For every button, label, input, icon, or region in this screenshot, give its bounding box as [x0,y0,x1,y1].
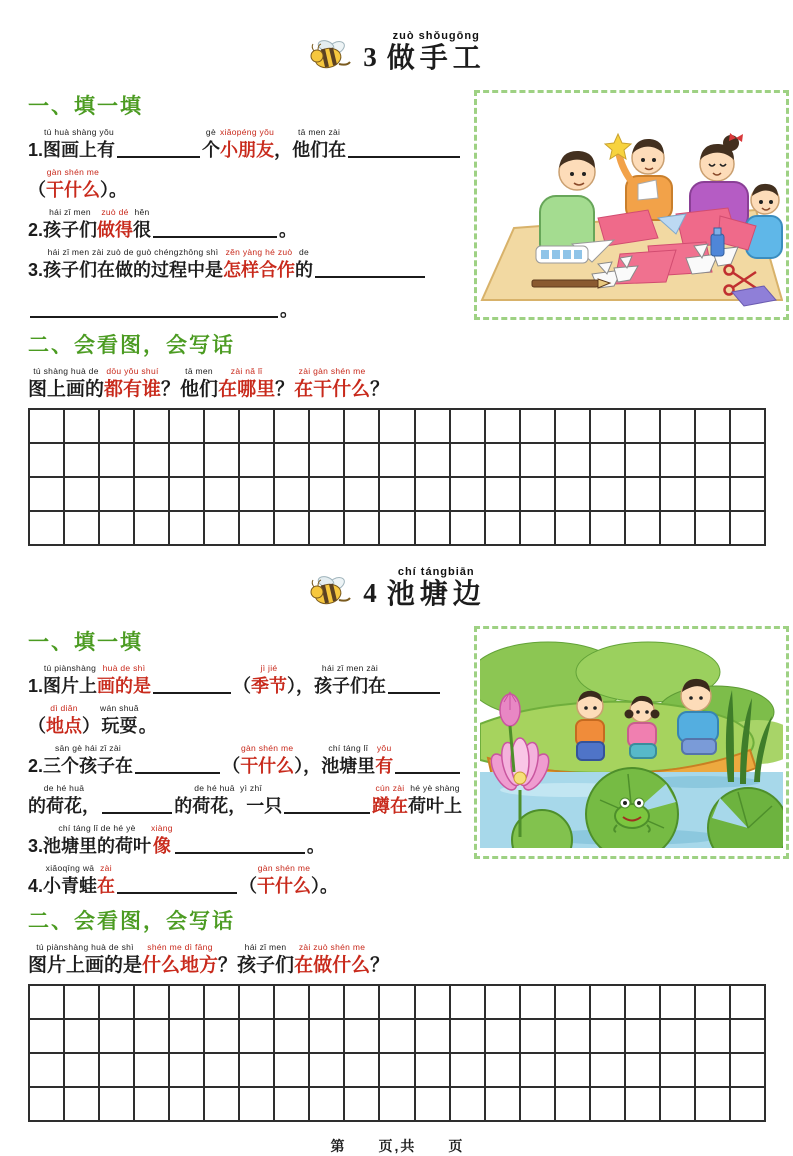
text-token: 4. [28,876,44,896]
text-token: gàn shén me 干什么 [257,863,312,896]
fill-blank [135,772,220,774]
grid-cell [520,409,555,443]
grid-cell [730,477,765,511]
text-token: zěn yàng hé zuò 怎样合作 [223,247,296,280]
grid-cell [695,1087,730,1121]
grid-cell [730,1053,765,1087]
grid-cell [274,511,309,545]
text-token: （ [239,876,258,896]
text-token: xiǎoqīng wā 小青蛙 [43,863,98,896]
grid-cell [450,1087,485,1121]
grid-cell [99,1087,134,1121]
pond-scene-image [480,632,783,848]
lesson3-questions [28,127,462,323]
grid-cell [555,477,590,511]
text-token: de hé huā yì zhī 的荷花，一只 [174,783,283,816]
fill-blank [284,812,370,814]
lesson-title-pinyin: zuò shǒugōng [392,30,480,42]
grid-cell [379,985,414,1019]
grid-cell [555,1019,590,1053]
text-token: ？ [218,955,238,976]
grid-cell [485,1053,520,1087]
grid-cell [64,1053,99,1087]
grid-cell [590,985,625,1019]
grid-cell [695,477,730,511]
grid-cell [344,409,379,443]
text-token: zài zuò shén me 在做什么 [294,942,371,976]
grid-cell [485,409,520,443]
lesson3-write-question [28,366,767,402]
bee-icon [309,572,353,608]
grid-cell [309,1019,344,1053]
grid-cell [344,477,379,511]
grid-cell [344,443,379,477]
text-token: hěn 很 [133,207,152,240]
grid-cell [625,1019,660,1053]
text-token: zài gàn shén me 在干什么 [294,366,371,400]
bee-icon [309,36,353,72]
text-token: huà de shì 画的是 [97,663,152,696]
lesson3-writing-grid [28,408,766,546]
lesson-title-text: 做手工 [386,42,486,73]
grid-cell [169,477,204,511]
grid-cell [590,511,625,545]
grid-cell [625,1053,660,1087]
grid-cell [520,443,555,477]
text-token: chí táng lǐ de hé yè 池塘里的荷叶 [43,823,152,856]
text-token: tú piànshàng 图片上 [43,663,98,696]
text-token: hái zǐ men zài zuò de guò chéngzhōng shì 孩子们在做的过程中是 [43,247,224,280]
lesson-title-pinyin: chí tángbiān [397,566,475,578]
grid-cell [695,443,730,477]
grid-cell [99,1053,134,1087]
grid-cell [450,409,485,443]
craft-scene-image [480,96,783,309]
text-token: （ [28,180,46,200]
grid-cell [134,443,169,477]
grid-cell [239,409,274,443]
grid-cell [169,1087,204,1121]
text-token: 1. [28,140,44,160]
lesson3-body [28,88,767,327]
grid-cell [485,1087,520,1121]
text-token: 3. [28,836,44,856]
grid-cell [379,477,414,511]
grid-cell [274,1087,309,1121]
lesson-number: 4 [363,578,377,608]
grid-cell [169,443,204,477]
grid-cell [730,511,765,545]
text-token: hé yè shàng 荷叶上 [408,783,462,816]
question-line [28,942,767,978]
write-section-heading: 二、会看图，会写话 [28,910,235,933]
lesson-number: 3 [363,42,377,72]
grid-cell [590,1087,625,1121]
grid-cell [555,985,590,1019]
grid-cell [485,511,520,545]
grid-cell [29,1019,64,1053]
grid-cell [204,409,239,443]
grid-cell [134,1087,169,1121]
grid-cell [309,477,344,511]
write-section-heading: 二、会看图，会写话 [28,334,235,357]
pond-image-frame [474,626,789,859]
grid-cell [590,443,625,477]
grid-cell [625,1087,660,1121]
lesson3-title [28,30,767,74]
grid-cell [204,443,239,477]
text-token: gàn shén me 干什么 [46,167,100,200]
grid-cell [520,511,555,545]
lesson4-body [28,624,767,903]
text-token: xiàng 像 [151,823,173,856]
grid-cell [344,1053,379,1087]
grid-cell [695,985,730,1019]
grid-cell [555,511,590,545]
grid-cell [730,985,765,1019]
grid-cell [64,1087,99,1121]
grid-cell [274,1053,309,1087]
grid-cell [695,1053,730,1087]
question-line [28,863,462,899]
grid-cell [99,477,134,511]
grid-cell [625,477,660,511]
grid-cell [64,477,99,511]
text-token: jì jié 季节 [251,663,288,696]
grid-cell [730,1087,765,1121]
page-footer: 第 页,共 页 [330,1138,465,1154]
grid-cell [134,985,169,1019]
text-token: gè 个 [201,127,220,160]
grid-cell [169,1019,204,1053]
grid-cell [415,443,450,477]
grid-cell [239,443,274,477]
text-token: wán shuǎ 玩耍 [100,703,139,736]
text-token: shén me dì fāng 什么地方 [142,942,219,976]
text-token: 2. [28,756,44,776]
grid-cell [485,1019,520,1053]
text-token: de 的 [295,247,314,280]
grid-cell [309,443,344,477]
grid-cell [344,985,379,1019]
grid-cell [169,985,204,1019]
grid-cell [204,477,239,511]
grid-cell [274,443,309,477]
text-token: 1. [28,676,44,696]
text-token: xiǎopéng yǒu 小朋友 [219,127,275,160]
text-token: （ [233,676,252,696]
grid-cell [695,511,730,545]
fill-blank [395,772,460,774]
grid-cell [555,443,590,477]
text-token: yǒu 有 [375,743,394,776]
grid-cell [660,511,695,545]
text-token: ？ [370,379,390,400]
grid-cell [730,443,765,477]
grid-cell [239,1019,274,1053]
text-token: zài nǎ lǐ 在哪里 [218,366,276,400]
grid-cell [415,1053,450,1087]
question-line [28,366,767,402]
grid-cell [274,1019,309,1053]
grid-cell [450,443,485,477]
grid-cell [29,985,64,1019]
text-token: de hé huā 的荷花， [28,783,100,816]
grid-cell [64,443,99,477]
grid-cell [309,1053,344,1087]
grid-cell [274,985,309,1019]
grid-cell [450,477,485,511]
question-line [28,663,462,699]
grid-cell [379,1019,414,1053]
grid-cell [99,409,134,443]
lesson-title-text: 池塘边 [386,578,486,609]
grid-cell [239,1053,274,1087]
fill-blank [117,156,200,158]
grid-cell [730,409,765,443]
grid-cell [204,1019,239,1053]
question-line [28,287,462,323]
grid-cell [625,443,660,477]
grid-cell [344,1087,379,1121]
grid-cell [625,985,660,1019]
fill-blank [153,236,277,238]
text-token: 。 [279,220,298,240]
grid-cell [520,985,555,1019]
grid-cell [99,985,134,1019]
fill-blank [348,156,460,158]
craft-image-frame [474,90,789,320]
text-token: ？ [275,379,295,400]
text-token: tú piànshàng huà de shì 图片上画的是 [28,942,143,976]
grid-cell [29,443,64,477]
grid-cell [555,1087,590,1121]
grid-cell [590,1019,625,1053]
grid-cell [695,1019,730,1053]
text-token: hái zǐ men 孩子们 [43,207,98,240]
grid-cell [450,1053,485,1087]
grid-cell [29,511,64,545]
grid-cell [415,1019,450,1053]
grid-cell [99,443,134,477]
grid-cell [555,409,590,443]
grid-cell [590,477,625,511]
grid-cell [660,1087,695,1121]
grid-cell [204,1087,239,1121]
grid-cell [695,409,730,443]
grid-cell [64,985,99,1019]
question-line [28,823,462,859]
text-token: cún zài 蹲在 [372,783,408,816]
text-token: dì diǎn 地点 [46,703,82,736]
grid-cell [309,1087,344,1121]
question-line [28,207,462,243]
grid-cell [309,511,344,545]
grid-cell [485,443,520,477]
text-token: ）。 [311,876,339,896]
grid-cell [379,443,414,477]
grid-cell [134,477,169,511]
grid-cell [485,477,520,511]
text-token: hái zǐ men zài 孩子们在 [314,663,387,696]
lesson4-write-question [28,942,767,978]
grid-cell [274,409,309,443]
grid-cell [344,511,379,545]
fill-blank [153,692,231,694]
grid-cell [29,409,64,443]
grid-cell [379,409,414,443]
grid-cell [520,477,555,511]
grid-cell [660,1019,695,1053]
fill-blank [117,892,237,894]
grid-cell [29,1087,64,1121]
grid-cell [239,985,274,1019]
grid-cell [29,477,64,511]
text-token: （ [222,756,241,776]
question-line [28,783,462,819]
grid-cell [134,1053,169,1087]
text-token: sān gè hái zǐ zài 三个孩子在 [43,743,134,776]
grid-cell [169,409,204,443]
lesson4-questions [28,663,462,899]
grid-cell [450,985,485,1019]
text-token: 。 [306,836,325,856]
grid-cell [134,511,169,545]
grid-cell [660,443,695,477]
text-token: dōu yǒu shuí 都有谁 [104,366,162,400]
question-line [28,247,462,283]
grid-cell [169,1053,204,1087]
grid-cell [134,409,169,443]
grid-cell [29,1053,64,1087]
grid-cell [309,985,344,1019]
grid-cell [660,1053,695,1087]
text-token: tā men 他们 [180,366,219,400]
fill-section-heading: 一、填一填 [28,631,143,654]
text-token: ？ [161,379,181,400]
text-token: 。 [280,300,298,320]
text-token: hái zǐ men 孩子们 [237,942,295,976]
grid-cell [660,477,695,511]
grid-cell [134,1019,169,1053]
text-token: ）。 [100,180,127,200]
grid-cell [415,511,450,545]
fill-blank [388,692,440,694]
grid-cell [590,409,625,443]
grid-cell [309,409,344,443]
text-token: tā men zài 他们在 [292,127,347,160]
lesson4-writing-grid [28,984,766,1122]
fill-blank [102,812,172,814]
grid-cell [204,985,239,1019]
grid-cell [485,985,520,1019]
grid-cell [344,1019,379,1053]
text-token: 2. [28,220,44,240]
text-token: chí táng lǐ 池塘里 [321,743,376,776]
grid-cell [520,1053,555,1087]
grid-cell [379,1053,414,1087]
text-token: ？ [370,955,390,976]
grid-cell [730,1019,765,1053]
text-token: （ [28,716,46,736]
grid-cell [625,409,660,443]
grid-cell [450,511,485,545]
grid-cell [274,477,309,511]
question-line [28,703,462,739]
grid-cell [379,511,414,545]
grid-cell [239,477,274,511]
text-token: 。 [138,716,157,736]
grid-cell [239,1087,274,1121]
grid-cell [99,511,134,545]
grid-cell [415,985,450,1019]
grid-cell [520,1087,555,1121]
grid-cell [660,409,695,443]
lesson4-title [28,566,767,610]
grid-cell [204,1053,239,1087]
grid-cell [415,1087,450,1121]
grid-cell [660,985,695,1019]
grid-cell [625,511,660,545]
grid-cell [99,1019,134,1053]
grid-cell [64,511,99,545]
text-token: gàn shén me 干什么 [240,743,295,776]
text-token: ）， [294,756,322,776]
fill-blank [30,316,278,318]
question-line [28,743,462,779]
grid-cell [64,1019,99,1053]
text-token: ， [274,140,293,160]
grid-cell [450,1019,485,1053]
grid-cell [415,409,450,443]
fill-section-heading: 一、填一填 [28,95,143,118]
question-line [28,127,462,163]
grid-cell [204,511,239,545]
text-token: zài 在 [97,863,116,896]
grid-cell [555,1053,590,1087]
fill-blank [175,852,305,854]
question-line [28,167,462,203]
text-token: 3. [28,260,44,280]
grid-cell [239,511,274,545]
grid-cell [590,1053,625,1087]
grid-cell [379,1087,414,1121]
text-token: tú huà shàng yǒu 图画上有 [43,127,116,160]
grid-cell [415,477,450,511]
text-token: ） [82,716,100,736]
text-token: ）， [287,676,315,696]
text-token: zuò dé 做得 [97,207,134,240]
fill-blank [315,276,425,278]
grid-cell [169,511,204,545]
grid-cell [64,409,99,443]
grid-cell [520,1019,555,1053]
text-token: tú shàng huà de 图上画的 [28,366,105,400]
